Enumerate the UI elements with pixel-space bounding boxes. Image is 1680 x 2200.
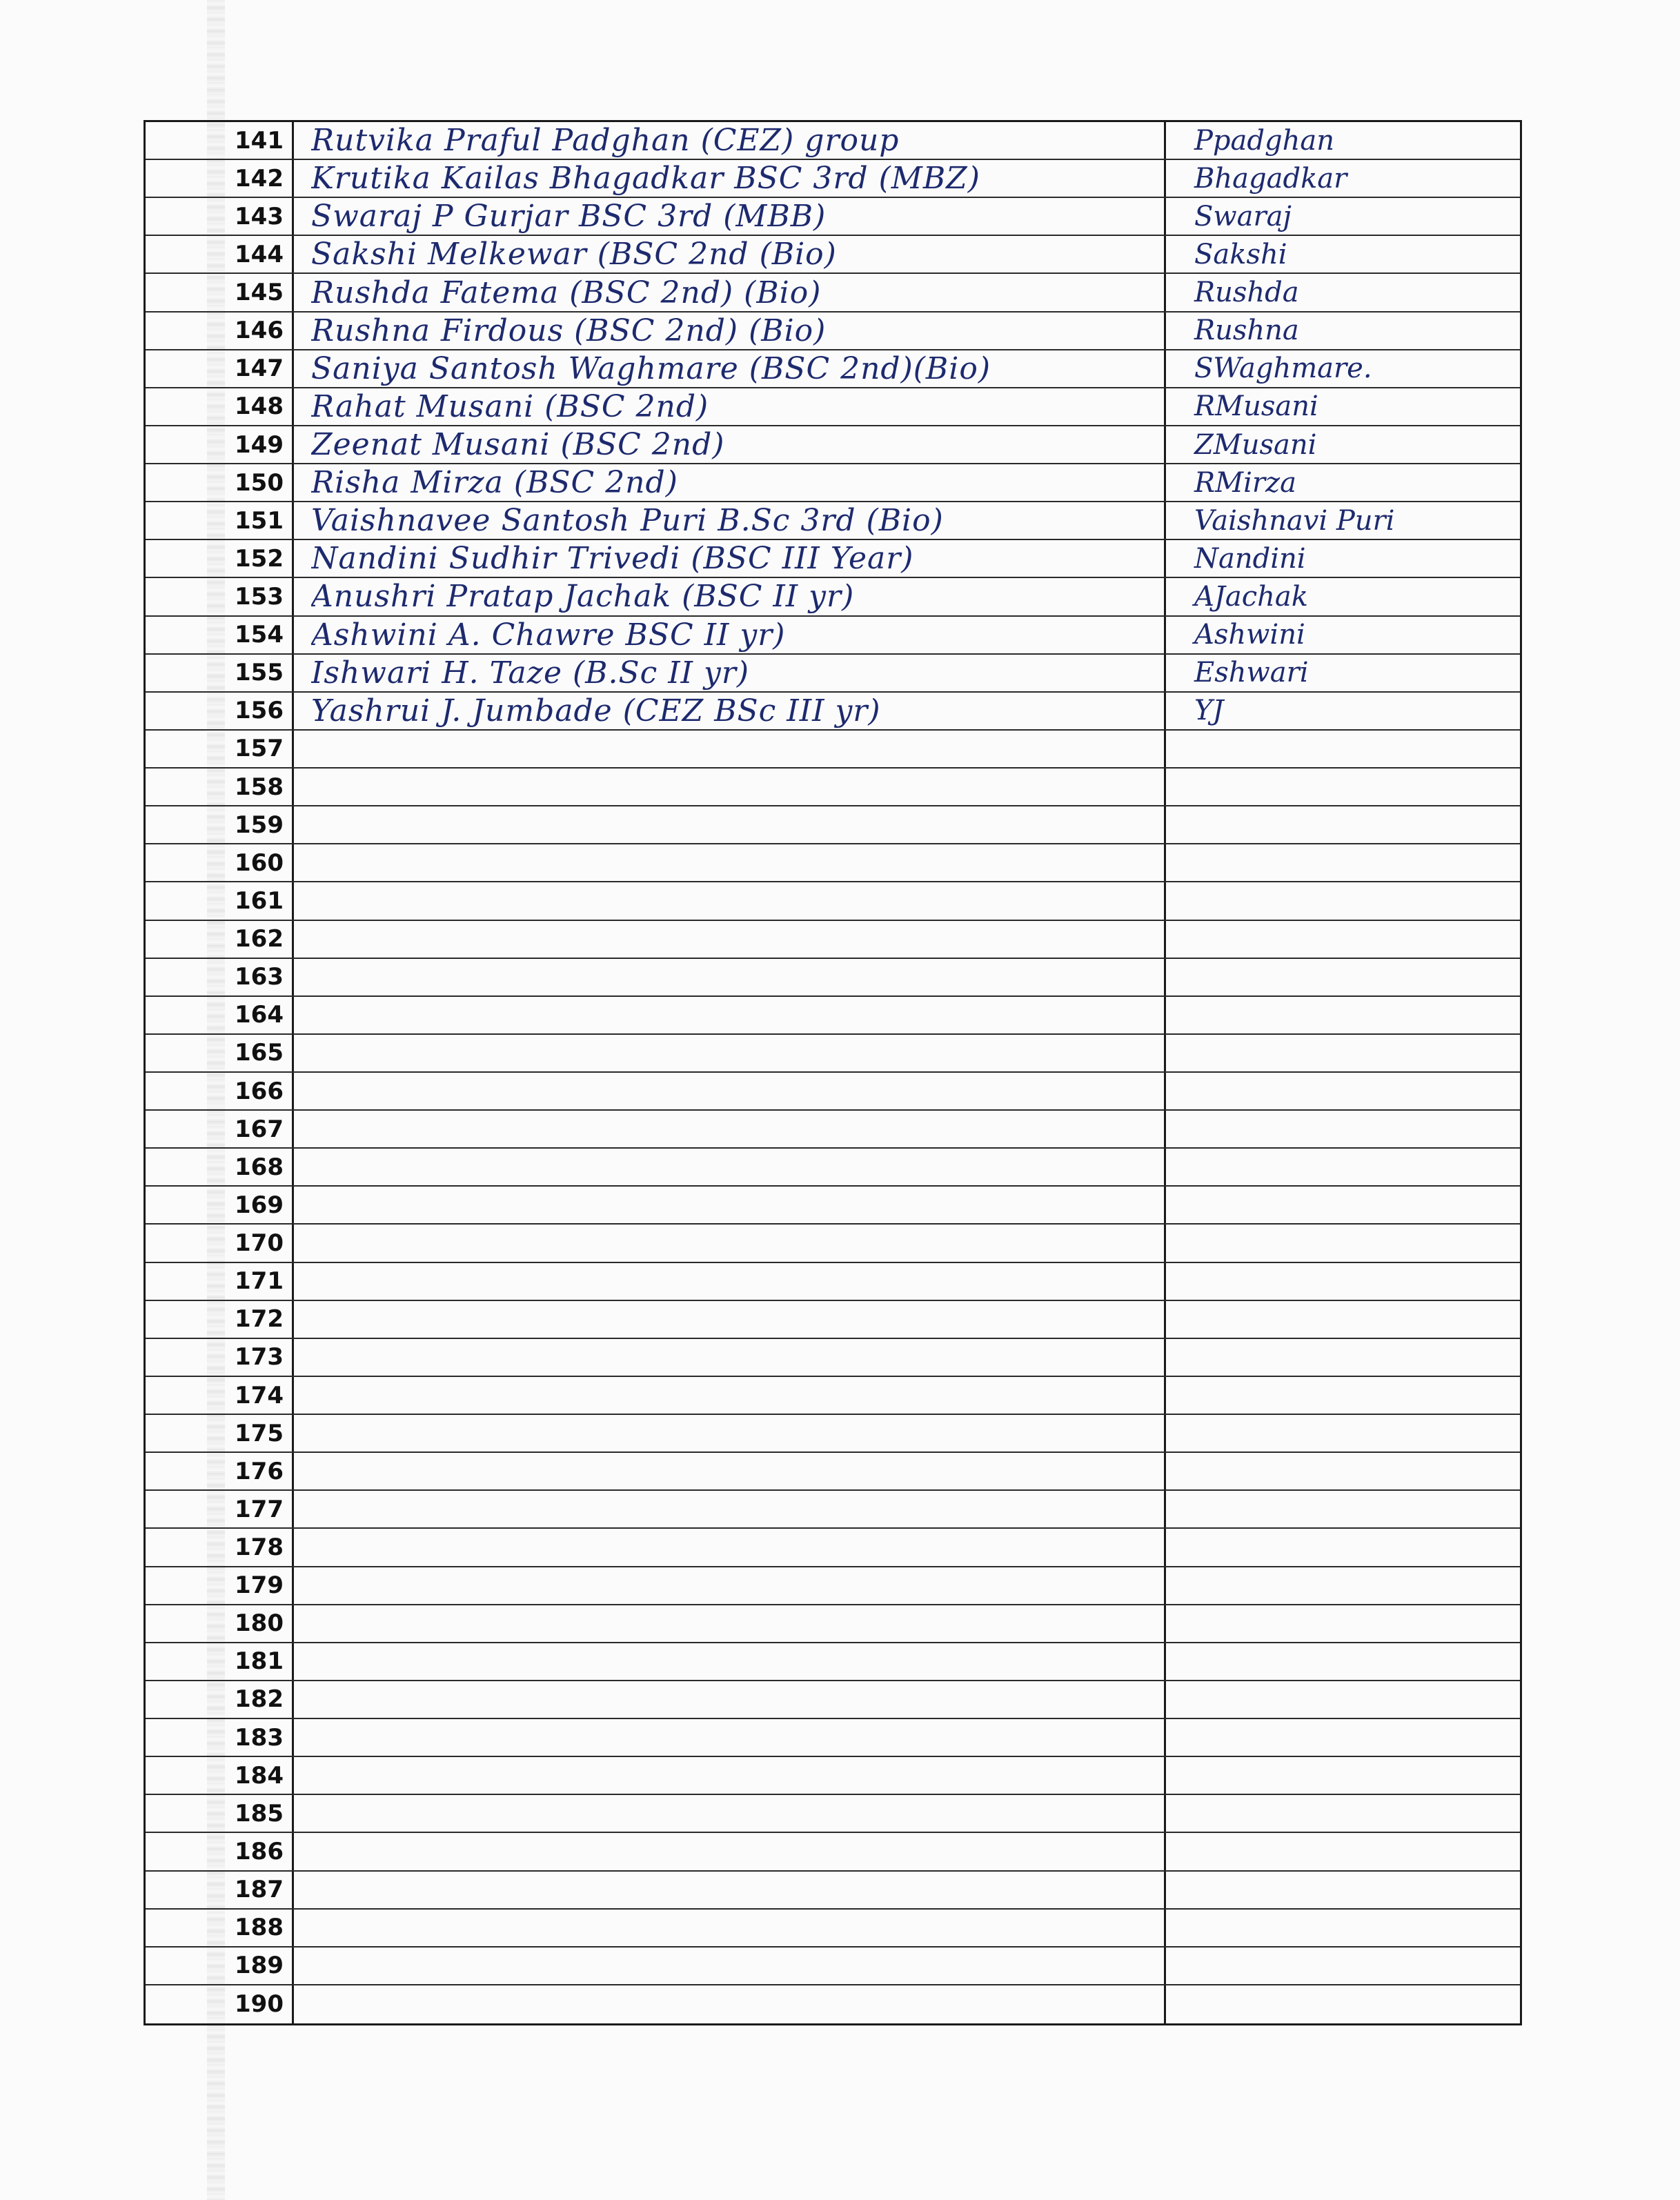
signature-entry <box>1180 1985 1512 2023</box>
signature-entry <box>1180 959 1512 995</box>
student-name-entry: Krutika Kailas Bhagadkar BSC 3rd (MBZ) <box>311 161 980 197</box>
serial-number: 173 <box>235 1343 284 1371</box>
serial-number: 145 <box>235 279 284 307</box>
serial-number: 149 <box>235 430 284 459</box>
serial-number: 184 <box>235 1761 284 1790</box>
serial-number: 151 <box>235 506 284 535</box>
student-name-entry <box>311 921 1291 958</box>
signature-entry: RMirza <box>1194 466 1296 499</box>
serial-number: 159 <box>235 811 284 839</box>
signature-entry <box>1180 769 1512 805</box>
student-name-entry <box>311 997 1291 1033</box>
signature-entry <box>1180 1035 1512 1071</box>
table-row <box>146 1757 1520 1795</box>
table-row <box>146 1985 1520 2023</box>
student-name-entry <box>311 1263 1291 1300</box>
signature-entry: SWaghmare. <box>1194 353 1372 385</box>
serial-number: 150 <box>235 468 284 497</box>
signature-entry: Nandini <box>1194 542 1306 575</box>
serial-number: 170 <box>235 1229 284 1258</box>
student-name-entry <box>311 1377 1291 1414</box>
serial-number: 172 <box>235 1305 284 1334</box>
serial-number: 165 <box>235 1039 284 1067</box>
student-name-entry <box>311 1985 1291 2023</box>
table-row <box>146 1719 1520 1757</box>
serial-number: 178 <box>235 1533 284 1561</box>
serial-number: 155 <box>235 659 284 687</box>
student-name-entry: Rushna Firdous (BSC 2nd) (Bio) <box>311 313 827 348</box>
serial-number: 166 <box>235 1077 284 1105</box>
student-name-entry <box>311 1795 1291 1832</box>
student-name-entry: Rutvika Praful Padghan (CEZ) group <box>311 123 900 159</box>
table-row <box>146 1453 1520 1491</box>
serial-number: 187 <box>235 1876 284 1904</box>
signature-entry: AJachak <box>1194 580 1309 613</box>
table-row <box>146 236 1520 274</box>
student-name-entry <box>311 769 1291 805</box>
signature-entry <box>1180 921 1512 958</box>
signature-entry <box>1180 1149 1512 1185</box>
signature-entry <box>1180 1339 1512 1376</box>
signature-entry <box>1180 997 1512 1033</box>
signature-entry <box>1180 1111 1512 1147</box>
signature-entry <box>1180 1377 1512 1414</box>
serial-number: 152 <box>235 544 284 573</box>
signature-entry <box>1180 1567 1512 1604</box>
table-row <box>146 1681 1520 1719</box>
student-name-entry <box>311 1149 1291 1185</box>
student-name-entry <box>311 1491 1291 1527</box>
table-row <box>146 1149 1520 1187</box>
signature-entry <box>1180 1301 1512 1338</box>
signature-entry <box>1180 1719 1512 1756</box>
table-row <box>146 959 1520 997</box>
student-name-entry <box>311 959 1291 995</box>
serial-number: 164 <box>235 1001 284 1029</box>
serial-number: 180 <box>235 1609 284 1638</box>
serial-number: 167 <box>235 1115 284 1143</box>
table-row <box>146 388 1520 426</box>
table-row <box>146 1301 1520 1339</box>
serial-number: 148 <box>235 393 284 421</box>
table-row <box>146 1567 1520 1605</box>
signature-entry <box>1180 1491 1512 1527</box>
serial-number: 160 <box>235 849 284 877</box>
signature-entry <box>1180 1415 1512 1451</box>
table-row <box>146 1111 1520 1149</box>
student-name-entry <box>311 1910 1291 1946</box>
table-row <box>146 274 1520 312</box>
serial-number: 168 <box>235 1153 284 1181</box>
student-name-entry <box>311 1833 1291 1870</box>
table-row <box>146 1035 1520 1073</box>
table-row <box>146 1795 1520 1833</box>
signature-entry: Sakshi <box>1194 238 1287 270</box>
student-name-entry <box>311 806 1291 843</box>
serial-number: 162 <box>235 925 284 953</box>
signature-entry <box>1180 882 1512 919</box>
student-name-entry: Yashrui J. Jumbade (CEZ BSc III yr) <box>311 693 881 729</box>
table-row <box>146 1073 1520 1111</box>
signature-entry: ZMusani <box>1194 428 1317 461</box>
student-name-entry <box>311 1872 1291 1908</box>
signature-entry <box>1180 1225 1512 1261</box>
signature-entry: Bhagadkar <box>1194 162 1347 195</box>
student-name-entry: Vaishnavee Santosh Puri B.Sc 3rd (Bio) <box>311 503 944 539</box>
serial-number: 176 <box>235 1457 284 1485</box>
student-name-entry <box>311 1757 1291 1794</box>
signature-entry <box>1180 1872 1512 1908</box>
signature-entry <box>1180 1795 1512 1832</box>
table-row <box>146 921 1520 959</box>
serial-number: 185 <box>235 1799 284 1827</box>
serial-number: 161 <box>235 886 284 915</box>
table-row <box>146 160 1520 198</box>
serial-number: 174 <box>235 1381 284 1409</box>
student-name-entry <box>311 1339 1291 1376</box>
student-name-entry <box>311 1225 1291 1261</box>
table-row <box>146 1910 1520 1948</box>
student-name-entry <box>311 1719 1291 1756</box>
student-name-entry <box>311 1301 1291 1338</box>
table-row <box>146 1948 1520 1985</box>
table-row <box>146 502 1520 540</box>
signature-entry <box>1180 1073 1512 1109</box>
student-name-entry <box>311 1073 1291 1109</box>
student-name-entry <box>311 1643 1291 1680</box>
serial-number: 181 <box>235 1647 284 1676</box>
table-row <box>146 769 1520 806</box>
serial-number: 153 <box>235 582 284 611</box>
serial-number: 188 <box>235 1914 284 1942</box>
signature-entry <box>1180 1643 1512 1680</box>
student-name-entry: Nandini Sudhir Trivedi (BSC III Year) <box>311 541 914 577</box>
student-name-entry <box>311 882 1291 919</box>
table-row <box>146 1263 1520 1301</box>
signature-entry: RMusani <box>1194 390 1318 423</box>
serial-number: 171 <box>235 1267 284 1296</box>
serial-number: 169 <box>235 1191 284 1219</box>
student-name-entry: Saniya Santosh Waghmare (BSC 2nd)(Bio) <box>311 350 991 386</box>
student-name-entry <box>311 1529 1291 1565</box>
serial-number: 143 <box>235 202 284 230</box>
student-name-entry <box>311 1187 1291 1223</box>
student-name-entry: Swaraj P Gurjar BSC 3rd (MBB) <box>311 199 827 235</box>
table-row <box>146 426 1520 464</box>
table-row <box>146 122 1520 160</box>
signature-entry <box>1180 1453 1512 1489</box>
signature-entry: Ashwini <box>1194 619 1305 651</box>
student-name-entry <box>311 1415 1291 1451</box>
student-name-entry <box>311 1111 1291 1147</box>
table-row <box>146 1605 1520 1643</box>
table-row <box>146 1872 1520 1910</box>
table-row <box>146 1415 1520 1453</box>
serial-number: 179 <box>235 1572 284 1600</box>
signature-entry <box>1180 1529 1512 1565</box>
student-name-entry: Rushda Fatema (BSC 2nd) (Bio) <box>311 275 822 310</box>
signature-entry <box>1180 1605 1512 1642</box>
signature-entry <box>1180 1263 1512 1300</box>
signature-entry: YJ <box>1194 695 1224 727</box>
student-name-entry <box>311 1567 1291 1604</box>
signature-entry <box>1180 731 1512 767</box>
serial-number: 144 <box>235 240 284 268</box>
table-row <box>146 617 1520 655</box>
student-name-entry: Anushri Pratap Jachak (BSC II yr) <box>311 579 855 615</box>
table-row <box>146 731 1520 769</box>
table-row <box>146 540 1520 578</box>
signature-entry <box>1180 1757 1512 1794</box>
serial-number: 157 <box>235 735 284 763</box>
signature-entry: Vaishnavi Puri <box>1194 504 1395 537</box>
student-name-entry <box>311 731 1291 767</box>
table-row <box>146 1339 1520 1377</box>
table-row <box>146 1491 1520 1529</box>
student-name-entry <box>311 1681 1291 1718</box>
table-row <box>146 1529 1520 1567</box>
serial-number: 142 <box>235 164 284 192</box>
student-name-entry: Rahat Musani (BSC 2nd) <box>311 388 709 424</box>
serial-number: 154 <box>235 621 284 649</box>
table-row <box>146 693 1520 731</box>
serial-number: 158 <box>235 773 284 801</box>
table-row <box>146 1643 1520 1681</box>
table-row <box>146 350 1520 388</box>
table-row <box>146 882 1520 920</box>
table-row <box>146 464 1520 502</box>
table-row <box>146 1833 1520 1871</box>
signature-entry <box>1180 844 1512 881</box>
signature-entry <box>1180 1910 1512 1946</box>
student-name-entry <box>311 844 1291 881</box>
student-name-entry: Ashwini A. Chawre BSC II yr) <box>311 617 786 653</box>
serial-number: 146 <box>235 317 284 345</box>
signature-entry <box>1180 1948 1512 1984</box>
signature-entry: Swaraj <box>1194 200 1292 232</box>
signature-entry <box>1180 806 1512 843</box>
table-row <box>146 1187 1520 1225</box>
table-row <box>146 1225 1520 1262</box>
table-row <box>146 1377 1520 1415</box>
signature-entry: Ppadghan <box>1194 124 1334 157</box>
signature-entry: Rushna <box>1194 315 1299 347</box>
table-row <box>146 655 1520 693</box>
student-name-entry <box>311 1035 1291 1071</box>
signature-entry <box>1180 1681 1512 1718</box>
table-row <box>146 997 1520 1035</box>
signature-entry <box>1180 1187 1512 1223</box>
serial-number: 189 <box>235 1952 284 1980</box>
table-row <box>146 578 1520 616</box>
student-name-entry <box>311 1453 1291 1489</box>
serial-number: 177 <box>235 1495 284 1523</box>
serial-number: 141 <box>235 126 284 155</box>
signature-entry: Eshwari <box>1194 657 1309 689</box>
student-name-entry <box>311 1605 1291 1642</box>
serial-number: 175 <box>235 1419 284 1447</box>
student-name-entry: Ishwari H. Taze (B.Sc II yr) <box>311 655 750 691</box>
table-row <box>146 198 1520 236</box>
attendance-register-table <box>144 120 1522 2025</box>
table-row <box>146 313 1520 350</box>
student-name-entry: Sakshi Melkewar (BSC 2nd (Bio) <box>311 237 837 272</box>
serial-number: 156 <box>235 697 284 725</box>
table-row <box>146 806 1520 844</box>
serial-number: 147 <box>235 355 284 383</box>
student-name-entry: Risha Mirza (BSC 2nd) <box>311 465 678 501</box>
serial-number: 190 <box>235 1990 284 2019</box>
serial-number: 163 <box>235 963 284 991</box>
student-name-entry <box>311 1948 1291 1984</box>
serial-number: 182 <box>235 1685 284 1714</box>
serial-number: 186 <box>235 1837 284 1865</box>
signature-entry: Rushda <box>1194 277 1299 309</box>
signature-entry <box>1180 1833 1512 1870</box>
table-row <box>146 844 1520 882</box>
serial-number: 183 <box>235 1723 284 1752</box>
student-name-entry: Zeenat Musani (BSC 2nd) <box>311 427 725 462</box>
